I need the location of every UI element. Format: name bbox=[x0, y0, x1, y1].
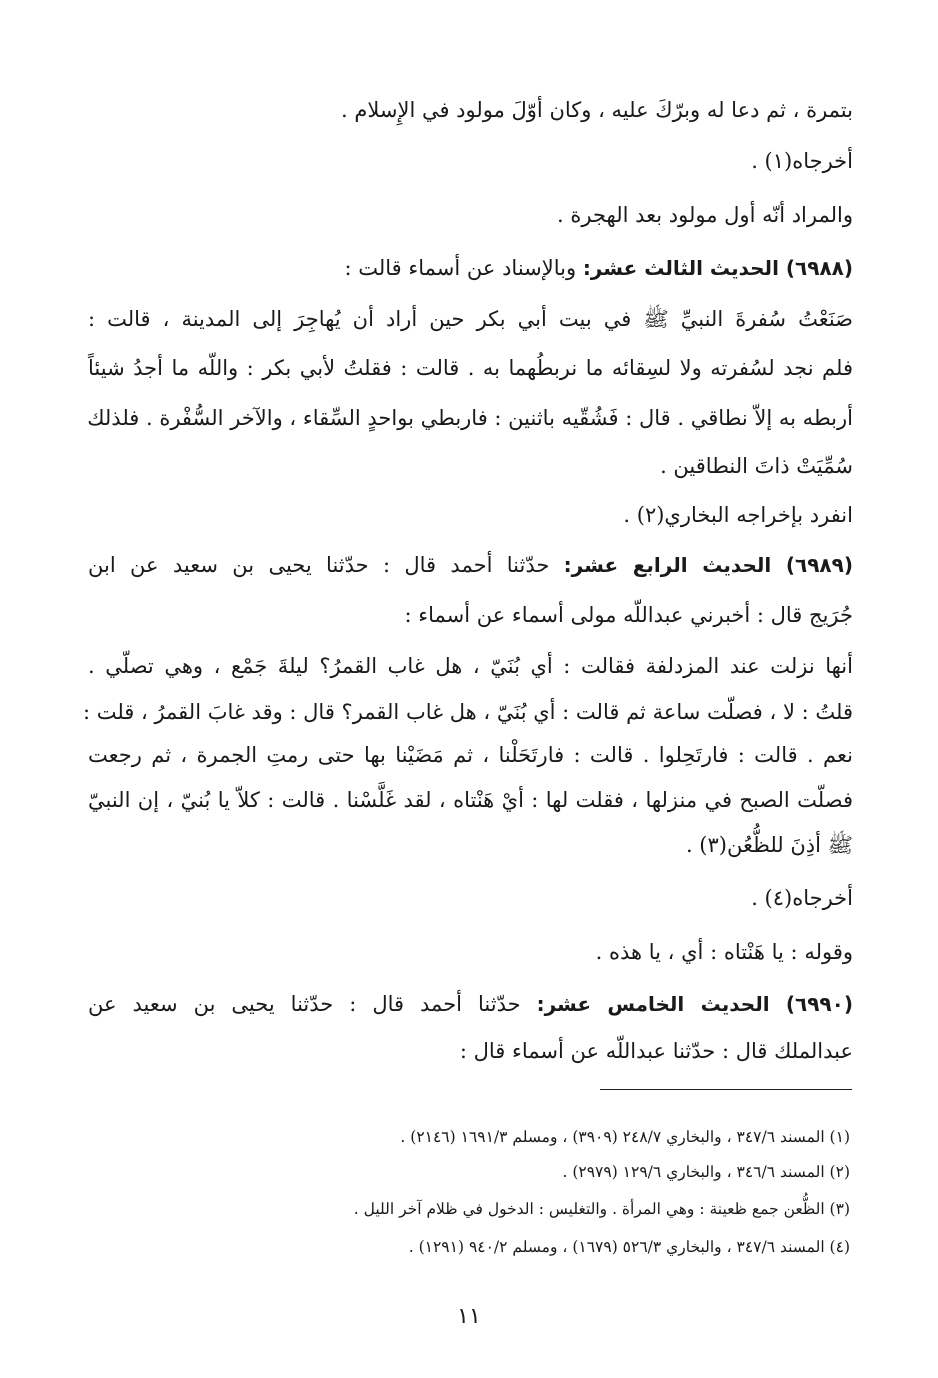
text-line: أربطه به إلاّ نطاقي . قال : فَشُقّيه باثنين : فاربطي بواحدٍ السِّقاء ، والآخر السُّفْرة . فلذلك bbox=[87, 406, 853, 430]
text-span: حدّثنا أحمد قال : حدّثنا يحيى بن سعيد عن bbox=[88, 992, 521, 1016]
text-line: أنها نزلت عند المزدلفة فقالت : أي بُنَيّ ، هل غاب القمرُ؟ ليلةَ جَمْع ، وهي تصلّي . bbox=[88, 654, 853, 678]
footnote-1: (١) المسند ٣٤٧/٦ ، والبخاري ٢٤٨/٧ (٣٩٠٩) ، ومسلم ١٦٩١/٣ (٢١٤٦) . bbox=[400, 1128, 850, 1146]
text-line: فصلّت الصبح في منزلها ، فقلت لها : أيْ هَنْتاه ، لقد غَلَّسْنا . قالت : كلاّ يا بُنيّ ، إن النبيّ bbox=[88, 788, 853, 812]
text-line: فلم نجد لسُفرته ولا لسِقائه ما نربطُهما به . قالت : فقلتُ لأبي بكر : واللّه ما أجدُ شيئاً bbox=[88, 356, 853, 380]
text-line: وقوله : يا هَنْتاه : أي ، يا هذه . bbox=[595, 940, 853, 964]
text-line: سُمِّيَتْ ذاتَ النطاقين . bbox=[660, 454, 853, 478]
text-line: انفرد بإخراجه البخاري(٢) . bbox=[623, 503, 853, 527]
text-line: عبدالملك قال : حدّثنا عبداللّه عن أسماء قال : bbox=[459, 1039, 853, 1063]
text-line: نعم . قالت : فارتَحِلوا . قالت : فارتَحَلْنا ، ثم مَضَيْنا بها حتى رمتِ الجمرة ، ثم رجعت bbox=[88, 743, 853, 767]
footnote-3: (٣) الظُّعن جمع ظعينة : وهي المرأة . والتغليس : الدخول في ظلام آخر الليل . bbox=[353, 1200, 850, 1218]
hadith-heading: (٦٩٨٩) الحديث الرابع عشر: bbox=[563, 553, 853, 577]
text-span: حدّثنا أحمد قال : حدّثنا يحيى بن سعيد عن ابن bbox=[88, 553, 550, 577]
text-line: صَنَعْتُ سُفرةَ النبيِّ ﷺ في بيت أبي بكر حين أراد أن يُهاجِرَ إلى المدينة ، قالت : bbox=[88, 307, 853, 331]
footnote-separator bbox=[600, 1089, 852, 1090]
text-line: بتمرة ، ثم دعا له وبرّكَ عليه ، وكان أوّلَ مولود في الإِسلام . bbox=[340, 98, 853, 122]
hadith-6988-paragraph-start bbox=[344, 253, 853, 283]
text-line: أخرجاه(١) . bbox=[751, 149, 853, 173]
text-span: وبالإسناد عن أسماء قالت : bbox=[344, 256, 577, 280]
hadith-heading: (٦٩٨٨) الحديث الثالث عشر: bbox=[582, 256, 853, 280]
text-line: ﷺ أذِنَ للظُّعُن(٣) . bbox=[685, 833, 853, 857]
hadith-6990-paragraph-start bbox=[88, 989, 853, 1019]
footnote-2: (٢) المسند ٣٤٦/٦ ، والبخاري ١٢٩/٦ (٢٩٧٩) . bbox=[562, 1163, 850, 1181]
hadith-6989-paragraph-start bbox=[88, 550, 853, 580]
text-line: جُرَيج قال : أخبرني عبداللّه مولى أسماء عن أسماء : bbox=[404, 603, 853, 627]
page-number: ١١ bbox=[457, 1304, 481, 1329]
footnote-4: (٤) المسند ٣٤٧/٦ ، والبخاري ٥٢٦/٣ (١٦٧٩) ، ومسلم ٩٤٠/٢ (١٢٩١) . bbox=[408, 1238, 850, 1256]
text-line: قلتُ : لا ، فصلّت ساعة ثم قالت : أي بُنَيّ ، هل غاب القمر؟ قال : وقد غابَ القمرُ ، قلت : bbox=[82, 700, 853, 724]
hadith-heading: (٦٩٩٠) الحديث الخامس عشر: bbox=[536, 992, 853, 1016]
text-line: والمراد أنّه أول مولود بعد الهجرة . bbox=[557, 203, 853, 227]
text-line: أخرجاه(٤) . bbox=[751, 886, 853, 910]
